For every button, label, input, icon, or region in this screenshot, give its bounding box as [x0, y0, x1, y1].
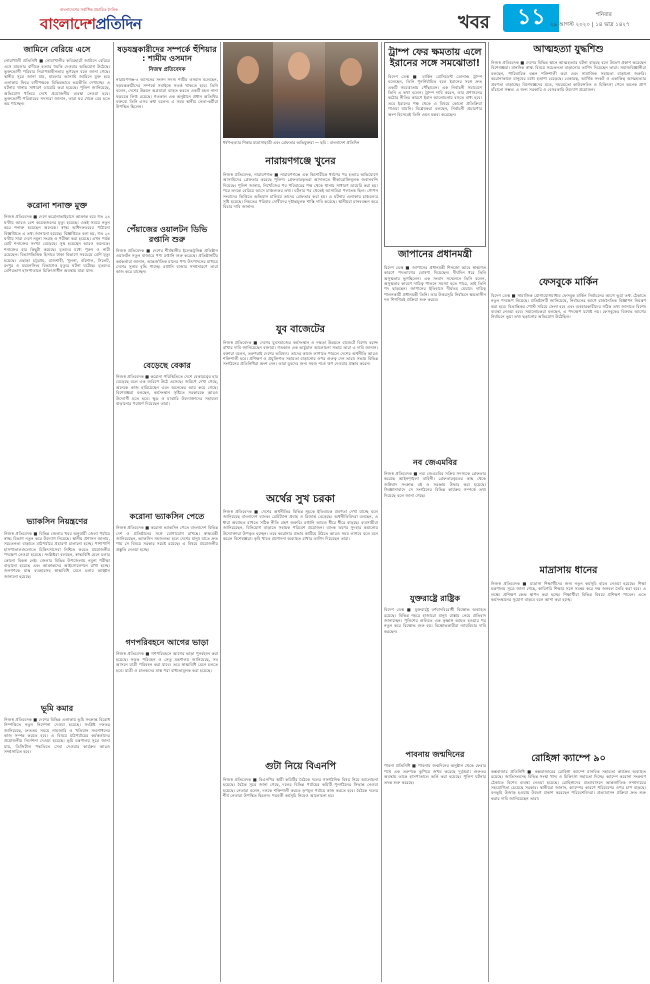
headline[interactable]: ষড়যন্ত্রকারীদের সম্পর্কে হুঁশিয়ার : শামীম ওসমান [117, 45, 217, 64]
center-column [223, 154, 378, 982]
headline[interactable]: পাবনায় জন্মদিনের [405, 750, 465, 760]
page-number: ১১ [517, 5, 546, 30]
headline[interactable]: গণপরিবহনে আগের ভাড়া [125, 638, 209, 648]
logo-part2: প্রতিদিন [95, 15, 142, 33]
photo-caption: ধর্ষণ-হত্যার শিকার মাদ্রাসাছাত্রী এবং গ্রেফতার অভিযুক্তরা — ছবি : বাংলাদেশ প্রতিদিন [223, 140, 360, 145]
logo-tagline: বাংলাদেশের সর্বাধিক প্রচারিত দৈনিক [60, 7, 118, 12]
headline[interactable]: অর্থের সুখ চরকা [266, 492, 335, 505]
headline[interactable]: ভূমি কমার [40, 703, 74, 713]
masthead [0, 0, 650, 40]
headline[interactable]: রোহিঙ্গা ক্যাম্পে ৯০ [531, 752, 606, 764]
boxed-article [384, 42, 486, 247]
photo-panel [325, 42, 378, 138]
article-body: নিজস্ব প্রতিবেদক ■ দেশে করোনাভাইরাসে আক্রান্ত হয়ে গত ২৪ ঘণ্টায় আরও বেশ কয়েকজনের মৃত্যু হয়েছে। একই সময়ে নতুন করে শনাক্ত হয়েছেন অনেকে। স্বাস্থ্য অধিদফতরের পাঠানো বিজ্ঞপ্তিতে এ তথ্য জানানো হয়েছে। বিজ্ঞপ্তিতে বলা হয়, গত ২৪ ঘণ্টায় সারা দেশে নমুনা সংগ্রহ ও পরীক্ষা করা হয়েছে। এখন পর্যন্ত মোট শনাক্তের সংখ্যা বেড়েছে। সুস্থ হয়েছেন আরও অনেকে। শনাক্তের হার কিছুটা কমেছে। মৃতদের মধ্যে পুরুষ ও নারী রয়েছেন। বিভাগভিত্তিক হিসাবে ঢাকা বিভাগে সবচেয়ে বেশি মৃত্যু হয়েছে। এছাড়া চট্টগ্রাম, রাজশাহী, খুলনা, বরিশাল, সিলেট, রংপুর ও ময়মনসিংহ বিভাগেও মৃত্যুর ঘটনা ঘটেছে। মৃতদের বেশিরভাগ হাসপাতালে চিকিৎসাধীন অবস্থায় মারা যান। [4, 214, 110, 274]
article-body: নিজস্ব প্রতিবেদক ■ করোনা পরিস্থিতিতে দেশে বেকারত্বের হার বেড়েছে বলে এক জরিপে উঠে এসেছে। জরিপে দেখা গেছে, অনেকে কাজ হারিয়েছেন এবং অনেকের আয় কমে গেছে। বিশেষজ্ঞরা বলছেন, কর্মসংস্থান সৃষ্টিতে সরকারকে আরও উদ্যোগী হতে হবে। ক্ষুদ্র ও মাঝারি উদ্যোক্তাদের সহায়তা বাড়ানোর পরামর্শ দিয়েছেন তারা। [116, 373, 218, 406]
article-body: নিজস্ব প্রতিবেদক ■ বিভিন্ন জেলার খবর অনুযায়ী জেলা পর্যায়ে স্বাস্থ্য বিভাগ নতুন করে উদ্যোগ নিয়েছে। স্থানীয় প্রশাসন জানায়, সচেতনতা বাড়াতে মাঠপর্যায়ে প্রচারণা চালানো হচ্ছে। পাশাপাশি হাসপাতালগুলোতে চিকিৎসাসেবা নিশ্চিত করতে প্রয়োজনীয় পদক্ষেপ নেওয়া হয়েছে। সংশ্লিষ্টরা বলছেন, স্বাস্থ্যবিধি মেনে চলার কোনো বিকল্প নেই। জেলার বিভিন্ন উপজেলায় নমুনা পরীক্ষা বাড়ানো হয়েছে এবং আক্রান্তদের আইসোলেশনে রাখা হচ্ছে। জনগণকে মাস্ক ব্যবহারসহ স্বাস্থ্যবিধি মেনে চলার আহ্বান জানানো হয়েছে। [4, 530, 110, 579]
headline[interactable]: ফেসবুকে মার্কিন [538, 276, 599, 288]
headline[interactable]: জামিনে বেরিয়ে এসে [23, 45, 91, 54]
article-body: বিদেশ ডেস্ক ■ সামাজিক যোগাযোগমাধ্যম ফেসবুক মার্কিন নির্বাচনের আগে ভুয়া তথ্য ঠেকাতে নতুন পদক্ষেপ নিয়েছে। প্রতিষ্ঠানটি জানিয়েছে, নির্বাচনের আগে রাজনৈতিক বিজ্ঞাপন নিয়ন্ত্রণ করা হবে। বিভ্রান্তিকর পোস্ট সরিয়ে ফেলা হবে এবং ব্যবহারকারীদের সঠিক তথ্য জানাতে বিশেষ ব্যবস্থা নেওয়া হবে। সমালোচকরা বলছেন, এ পদক্ষেপ যথেষ্ট নয়। ফেসবুকের বিরুদ্ধে আগের নির্বাচনে ভুয়া তথ্য ছড়ানোর অভিযোগ উঠেছিল। [491, 292, 646, 320]
article-body: নিজস্ব প্রতিবেদক ■ দেশের যুবসমাজের কর্মসংস্থান ও দক্ষতা উন্নয়নে বাজেটে বিশেষ বরাদ্দ রাখার দাবি জানিয়েছেন বক্তারা। গতকাল এক ভার্চুয়াল আলোচনা সভায় তারা এ দাবি জানান। বক্তারা বলেন, তরুণরাই দেশের ভবিষ্যৎ। তাদের কাজে লাগাতে পারলে দেশের অর্থনীতি আরও শক্তিশালী হবে। প্রশিক্ষণ ও প্রযুক্তিগত সহায়তা বাড়ানোর ওপর গুরুত্ব দেন তারা। সভায় বিভিন্ন সংগঠনের প্রতিনিধিরা অংশ নেন। তারা যুবদের জন্য সহজ শর্তে ঋণ দেওয়ার প্রস্তাব করেন। [223, 339, 378, 367]
issue-date: ২৯ আগস্ট ২০২০ | ১৪ ভাদ্র ১৪২৭ [550, 22, 630, 28]
byline: নিজস্ব প্রতিবেদক [148, 67, 186, 74]
photo-panel [223, 42, 273, 138]
article-body: নোয়াখালী প্রতিনিধি ■ নোয়াখালীর কবিরহাটে জামিনে বেরিয়ে এসে মামলার বাদীকে হত্যার হুমকি দেওয়ার অভিযোগ উঠেছে। ভুক্তভোগী পরিবার নিরাপত্তাহীনতায় ভুগছেন বলে জানা গেছে। স্থানীয় সূত্রে জানা যায়, মামলার আসামি জামিনে মুক্ত হয়ে এলাকায় ফিরে বাদীপক্ষকে বিভিন্নভাবে ভয়ভীতি দেখাচ্ছে। এ ঘটনায় থানায় সাধারণ ডায়েরি করা হয়েছে। পুলিশ জানিয়েছে, অভিযোগ খতিয়ে দেখে প্রয়োজনীয় ব্যবস্থা নেওয়া হবে। ভুক্তভোগী পরিবারের সদস্যরা জানান, তারা ঘর থেকে বের হতে ভয় পাচ্ছেন। [4, 58, 110, 107]
article-body: কক্সবাজার প্রতিনিধি ■ কক্সবাজারের রোহিঙ্গা ক্যাম্পে মানবিক সহায়তা কার্যক্রম অব্যাহত রয়েছে। জাতিসংঘসহ বিভিন্ন সংস্থা খাদ্য ও চিকিৎসা সহায়তা দিচ্ছে। ক্যাম্পে করোনা সংক্রমণ ঠেকাতে বিশেষ ব্যবস্থা নেওয়া হয়েছে। রোহিঙ্গাদের প্রত্যাবাসনে আন্তর্জাতিক সম্প্রদায়ের সহযোগিতা চেয়েছে সরকার। স্থানীয়রা জানান, ক্যাম্পের কারণে পরিবেশের ওপর চাপ বাড়ছে। বনভূমি উজাড় হওয়ায় উদ্বেগ প্রকাশ করেছেন পরিবেশবিদরা। প্রত্যাবাসন প্রক্রিয়া দ্রুত শুরু করার দাবি জানিয়েছেন তারা। [491, 768, 646, 801]
headline[interactable]: নব জেএমবির [412, 457, 458, 467]
article-body: নিজস্ব প্রতিবেদক ■ গণপরিবহনে আগের ভাড়া পুনর্বহাল করা হয়েছে। সড়ক পরিবহন ও সেতু মন্ত্রণালয় জানিয়েছে, সব আসনে যাত্রী পরিবহন করা যাবে। তবে স্বাস্থ্যবিধি মেনে চলতে হবে। যাত্রী ও চালকদের মাস্ক পরা বাধ্যতামূলক করা হয়েছে। [116, 651, 218, 673]
headline[interactable]: করোনা শনাক্ত মুক্ত [26, 201, 87, 211]
headline[interactable]: করোনা ভ্যাকসিন পেতে [129, 511, 205, 521]
section-name: খবর [458, 12, 490, 33]
column-1 [4, 42, 110, 982]
article-body: নারায়ণগঞ্জ-৪ আসনের সংসদ সদস্য শামীম ওসমান বলেছেন, ষড়যন্ত্রকারীদের সম্পর্কে সবাইকে সতর্ক থাকতে হবে। তিনি বলেন, দেশের উন্নয়ন অগ্রযাত্রা ব্যাহত করতে একটি মহল নানা ষড়যন্ত্রে লিপ্ত রয়েছে। গতকাল এক অনুষ্ঠানে প্রধান অতিথির বক্তব্যে তিনি এসব কথা বলেন। এ সময় স্থানীয় নেতা-কর্মীরা উপস্থিত ছিলেন। [116, 77, 218, 110]
news-photo[interactable] [223, 42, 378, 138]
article-body: নিজস্ব প্রতিবেদক ■ নব্য জেএমবির সক্রিয় সদস্যকে গ্রেফতার করেছে আইনশৃঙ্খলা বাহিনী। গ্রেফতারকৃতের কাছ থেকে জঙ্গিবাদ সংক্রান্ত বই ও সরঞ্জাম উদ্ধার করা হয়েছে। জিজ্ঞাসাবাদে সে সংগঠনের বিভিন্ন কার্যক্রম সম্পর্কে তথ্য দিয়েছে বলে জানা গেছে। [384, 470, 486, 498]
headline[interactable]: বেড়েছে বেকার [143, 360, 191, 370]
logo-part1: বাংলাদেশ [40, 15, 96, 33]
article-body: পাবনা প্রতিনিধি ■ পাবনায় জন্মদিনের অনুষ্ঠান থেকে ফেরার পথে এক তরুণকে কুপিয়ে জখম করেছে দুর্বৃত্তরা। গুরুতর অবস্থায় তাকে হাসপাতালে ভর্তি করা হয়েছে। পুলিশ ঘটনার তদন্ত শুরু করেছে। [384, 763, 486, 785]
column-rule [113, 42, 114, 982]
headline[interactable]: পেঁয়াজের ওয়ালটন ডিভি রপ্তানি শুরু [126, 225, 208, 244]
article-body: নিজস্ব প্রতিবেদক ■ দেশের শীর্ষস্থানীয় ইলেকট্রনিক্স প্রতিষ্ঠান ওয়ালটন নতুন বাজারে পণ্য রপ্তানি শুরু করেছে। প্রতিষ্ঠানটির কর্মকর্তারা জানান, আন্তর্জাতিক মানের পণ্য উৎপাদনের মাধ্যমে দেশের সুনাম বৃদ্ধি পাচ্ছে। রপ্তানি বাজার সম্প্রসারণে তারা কাজ করে যাচ্ছেন। [116, 247, 218, 275]
column-rule [381, 42, 382, 982]
photo-panel [273, 42, 325, 138]
column-rule [488, 42, 489, 982]
article-body: নিজস্ব প্রতিবেদক, নারায়ণগঞ্জ ■ নারায়ণগঞ্জে এক কিশোরীকে ধর্ষণের পর হত্যার অভিযোগে আসামিদের গ্রেফতার করেছে পুলিশ। গ্রেফতারকৃতরা আদালতে স্বীকারোক্তিমূলক জবানবন্দি দিয়েছে। পুলিশ জানায়, নিখোঁজের পর পরিবারের পক্ষ থেকে থানায় সাধারণ ডায়েরি করা হয়। পরে তদন্তে বেরিয়ে আসে চাঞ্চল্যকর তথ্য। ঘটনার পর থেকেই আসামিরা পলাতক ছিল। গোপন সংবাদের ভিত্তিতে অভিযান চালিয়ে তাদের গ্রেফতার করা হয়। এ ঘটনায় এলাকায় চাঞ্চল্যের সৃষ্টি হয়েছে। নিহতের পরিবার দোষীদের দৃষ্টান্তমূলক শাস্তি দাবি করেছে। স্থানীয়রা মানববন্ধন করে বিচার দাবি জানান। [223, 171, 378, 210]
column-5 [491, 42, 646, 982]
headline[interactable]: আত্মহত্যা যুদ্ধশিশু [533, 44, 604, 55]
article-body: নিজস্ব প্রতিবেদক ■ দেশের বিভিন্ন স্থানে আত্মহত্যার ঘটনা বাড়ছে বলে উদ্বেগ প্রকাশ করেছেন বিশেষজ্ঞরা। মানসিক স্বাস্থ্য বিষয়ে সচেতনতা বাড়ানোর তাগিদ দিয়েছেন তারা। সমাজবিজ্ঞানীরা বলছেন, পারিবারিক বন্ধন শক্তিশালী করা এবং সামাজিক সহায়তা বাড়ানো জরুরি। করোনাকালে মানুষের মধ্যে হতাশা বেড়েছে। বেকারত্ব, আর্থিক সংকট ও একাকিত্ব আত্মহত্যার প্রবণতা বাড়াচ্ছে। বিশেষজ্ঞদের মতে, সময়মতো কাউন্সেলিং ও চিকিৎসা পেলে অনেক প্রাণ বাঁচানো সম্ভব। এ জন্য সরকারি ও বেসরকারি উদ্যোগ প্রয়োজন। [491, 59, 646, 92]
headline[interactable]: মাদ্রাসায় ধানের [539, 564, 598, 576]
headline[interactable]: নারায়ণগঞ্জে খুনের [265, 156, 336, 167]
article-body: নিজস্ব প্রতিবেদক ■ দেশের অর্থনীতির বিভিন্ন সূচকে ইতিবাচক প্রবণতা দেখা যাচ্ছে বলে জানিয়েছে বাংলাদেশ ব্যাংক। রেমিট্যান্স প্রবাহ ও রিজার্ভ বেড়েছে। অর্থনীতিবিদরা বলছেন, এ ধারা অব্যাহত রাখতে সঠিক নীতি গ্রহণ জরুরি। রপ্তানি আয়ও ধীরে ধীরে বাড়ছে। ব্যবসায়ীরা জানিয়েছেন, বিনিয়োগ বাড়াতে সহায়ক পরিবেশ প্রয়োজন। ব্যাংক ঋণের সুদহার কমানোয় উদ্যোক্তারা উপকৃত হচ্ছেন। তবে করোনার প্রভাব কাটিয়ে উঠতে আরও সময় লাগবে বলে মনে করেন বিশেষজ্ঞরা। কৃষি খাতে প্রণোদনা অব্যাহত রাখার তাগিদ দিয়েছেন তারা। [223, 508, 378, 541]
article-body: বিদেশ ডেস্ক ■ মার্কিন প্রেসিডেন্ট ডোনাল্ড ট্রাম্প বলেছেন, তিনি পুনর্নির্বাচিত হলে ইরানের সঙ্গে দ্রুত একটি সমঝোতায় পৌঁছাবেন। এক নির্বাচনী সমাবেশে তিনি এ কথা বলেন। ট্রাম্প দাবি করেন, তার প্রশাসনের কঠোর নীতির কারণে ইরান আলোচনায় বসতে বাধ্য হবে। তবে ইরানের পক্ষ থেকে এ বিষয়ে কোনো প্রতিক্রিয়া পাওয়া যায়নি। বিশ্লেষকরা বলছেন, নির্বাচনী প্রচারণার অংশ হিসেবেই তিনি এমন মন্তব্য করেছেন। [388, 73, 482, 117]
headline[interactable]: যুব বাজেটের [276, 323, 325, 335]
issue-day: শনিবার [596, 12, 612, 18]
article-body: নিজস্ব প্রতিবেদক ■ মাদ্রাসা শিক্ষার্থীদের জন্য নতুন কর্মসূচি হাতে নেওয়া হয়েছে। শিক্ষা মন্ত্রণালয় সূত্রে জানা গেছে, কারিগরি শিক্ষার সঙ্গে সমন্বয় করে দক্ষ জনবল তৈরি করা হবে। এ লক্ষ্যে প্রশিক্ষণ কেন্দ্র স্থাপন করা হচ্ছে। শিক্ষার্থীরা বিভিন্ন বিষয়ে প্রশিক্ষণ পাবেন। এতে কর্মসংস্থানের সুযোগ বাড়বে বলে আশা করা হচ্ছে। [491, 580, 646, 602]
article-body: নিজস্ব প্রতিবেদক ■ দেশের বিভিন্ন এলাকায় ভূমি সংক্রান্ত বিরোধ নিষ্পত্তিতে নতুন নির্দেশনা দেওয়া হয়েছে। সংশ্লিষ্ট দফতর জানিয়েছে, দ্রুততম সময়ে নামজারি ও খতিয়ান সংশোধনের কাজ সম্পন্ন করতে হবে। এ বিষয়ে মাঠপর্যায়ের কর্মকর্তাদের প্রয়োজনীয় নির্দেশনা দেওয়া হয়েছে। ভূমি মন্ত্রণালয় সূত্রে জানা যায়, ডিজিটাল পদ্ধতিতে সেবা দেওয়ার কার্যক্রম আরও সম্প্রসারিত হবে। [4, 716, 110, 755]
article-body: বিদেশ ডেস্ক ■ যুক্তরাষ্ট্রে বর্ণবাদবিরোধী বিক্ষোভ অব্যাহত রয়েছে। বিভিন্ন শহরে হাজারো মানুষ রাস্তায় নেমে প্রতিবাদ জানাচ্ছেন। পুলিশের গুলিতে এক কৃষ্ণাঙ্গ আহত হওয়ার পর নতুন করে বিক্ষোভ শুরু হয়। বিক্ষোভকারীরা ন্যায়বিচার দাবি করছেন। [384, 607, 486, 634]
article-body: নিজস্ব প্রতিবেদক ■ করোনা ভ্যাকসিন পেতে বাংলাদেশ বিভিন্ন দেশ ও প্রতিষ্ঠানের সঙ্গে যোগাযোগ রাখছে। স্বাস্থ্যমন্ত্রী জানিয়েছেন, ভ্যাকসিন সহজলভ্য হলে দেশের মানুষ যাতে দ্রুত পায় সে বিষয়ে সরকার সচেষ্ট রয়েছে। এ বিষয়ে প্রয়োজনীয় প্রস্তুতি নেওয়া হচ্ছে। [116, 525, 218, 552]
article-body: নিজস্ব প্রতিবেদক ■ বিএনপির স্থায়ী কমিটির বৈঠকে দলের সাংগঠনিক বিষয় নিয়ে আলোচনা হয়েছে। বৈঠক সূত্রে জানা গেছে, দলের বিভিন্ন পর্যায়ের কমিটি পুনর্গঠনের সিদ্ধান্ত নেওয়া হয়েছে। নেতারা বলেন, দলকে শক্তিশালী করতে তৃণমূল পর্যায়ে কাজ করতে হবে। বৈঠকে দলের শীর্ষ নেতারা উপস্থিত ছিলেন। পরবর্তী কর্মসূচি নিয়েও আলোচনা হয়। [223, 776, 378, 799]
headline[interactable]: ট্রাম্প ফের ক্ষমতায় এলে ইরানের সঙ্গে সমঝোতা! [388, 47, 482, 69]
article-body: বিদেশ ডেস্ক ■ জাপানের প্রধানমন্ত্রী শিনজো আবে স্বাস্থ্যগত কারণে পদত্যাগের ঘোষণা দিয়েছেন। দীর্ঘদিন ধরে তিনি অসুস্থতায় ভুগছিলেন। এক সংবাদ সম্মেলনে তিনি বলেন, অসুস্থতার কারণে দায়িত্ব পালনে সমস্যা হতে পারে, তাই তিনি পদ ছাড়ছেন। জাপানের ইতিহাসে দীর্ঘতম মেয়াদে দায়িত্ব পালনকারী প্রধানমন্ত্রী তিনি। তার উত্তরসূরি নির্বাচনে ক্ষমতাসীন দল শিগগিরই প্রক্রিয়া শুরু করবে। [384, 264, 486, 303]
column-rule [220, 42, 221, 982]
newspaper-logo[interactable] [40, 13, 141, 38]
headline[interactable]: যুক্তরাষ্ট্রে রাষ্ট্রিক [410, 593, 460, 603]
headline[interactable]: জাপানের প্রধানমন্ত্রী [398, 248, 472, 260]
column-4 [384, 42, 486, 982]
headline[interactable]: ভ্যাকসিন নিয়ন্ত্রণের [26, 517, 88, 527]
column-2 [116, 42, 218, 982]
headline[interactable]: গুটা নিয়ে বিএনপি [265, 760, 336, 772]
